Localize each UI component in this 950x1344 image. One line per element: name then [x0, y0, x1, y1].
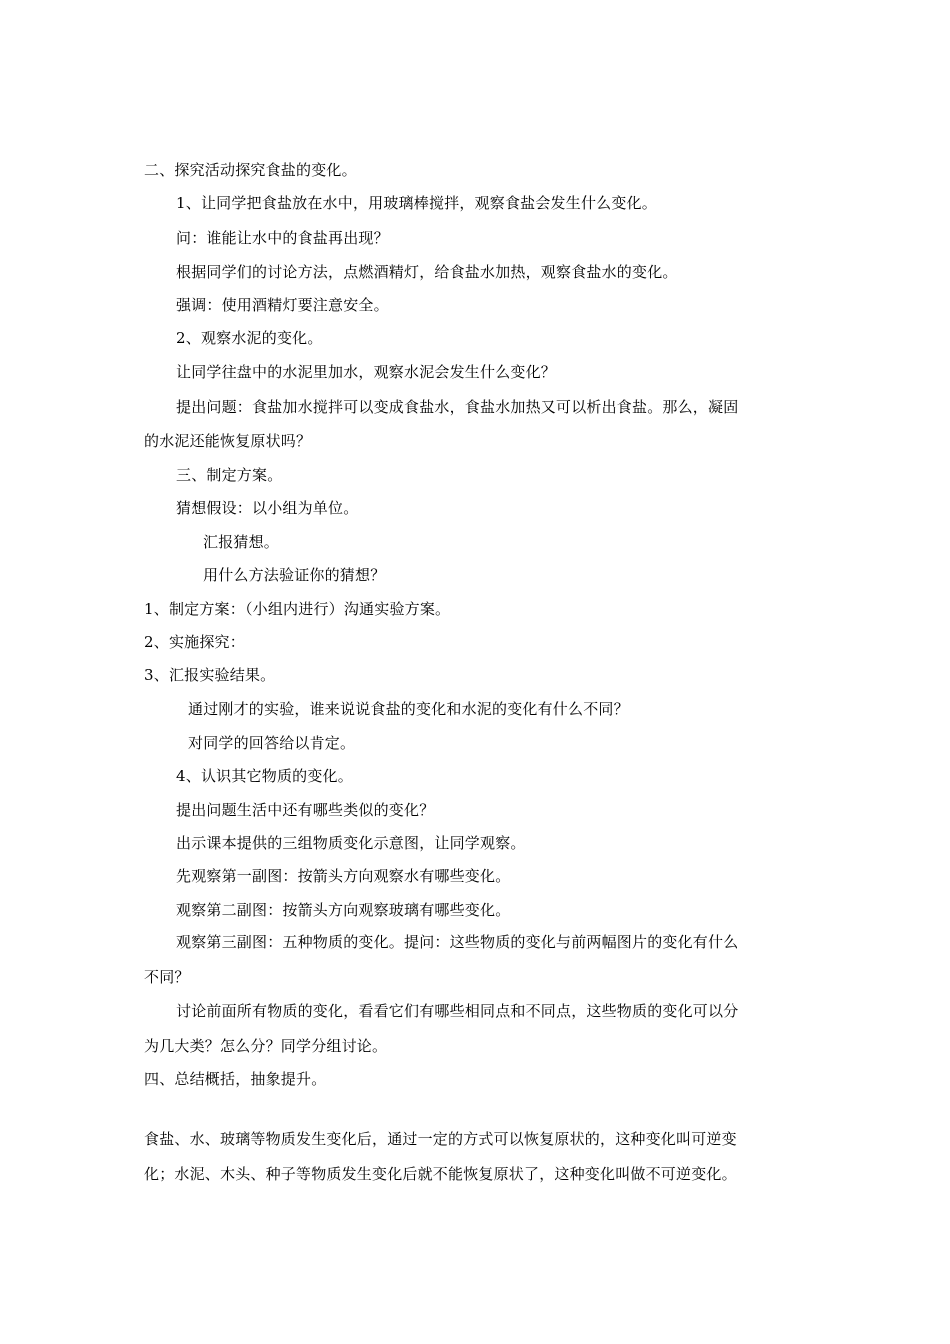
second-diagram: 观察第二副图：按箭头方向观察玻璃有哪些变化。 [176, 901, 511, 919]
affirm-answers: 对同学的回答给以肯定。 [188, 734, 356, 752]
plan-step-1: 1、制定方案：（小组内进行）沟通实验方案。 [144, 600, 451, 618]
hypothesis: 猜想假设：以小组为单位。 [176, 499, 359, 517]
heat-salt-water: 根据同学们的讨论方法，点燃酒精灯，给食盐水加热，观察食盐水的变化。 [176, 263, 678, 281]
discussion-line-2: 为几大类？怎么分？同学分组讨论。 [144, 1037, 388, 1055]
discussion-line-1: 讨论前面所有物质的变化，看看它们有哪些相同点和不同点，这些物质的变化可以分 [176, 1002, 739, 1020]
first-diagram: 先观察第一副图：按箭头方向观察水有哪些变化。 [176, 867, 511, 885]
similar-changes-question: 提出问题生活中还有哪些类似的变化？ [176, 801, 435, 819]
third-diagram-line-1: 观察第三副图：五种物质的变化。提问：这些物质的变化与前两幅图片的变化有什么 [176, 933, 739, 951]
cement-add-water: 让同学往盘中的水泥里加水，观察水泥会发生什么变化？ [176, 363, 557, 381]
plan-step-3: 3、汇报实验结果。 [144, 666, 276, 684]
step-1-salt-in-water: 1、让同学把食盐放在水中，用玻璃棒搅拌，观察食盐会发生什么变化。 [176, 194, 657, 212]
section-heading-four: 四、总结概括，抽象提升。 [144, 1070, 327, 1088]
section-heading-two: 二、探究活动探究食盐的变化。 [144, 161, 357, 179]
step-2-cement: 2、观察水泥的变化。 [176, 329, 323, 347]
report-guess: 汇报猜想。 [203, 533, 280, 551]
summary-line-1: 食盐、水、玻璃等物质发生变化后，通过一定的方式可以恢复原状的，这种变化叫可逆变 [144, 1130, 737, 1148]
compare-changes: 通过刚才的实验，谁来说说食盐的变化和水泥的变化有什么不同？ [188, 700, 629, 718]
step-4-other-substances: 4、认识其它物质的变化。 [176, 767, 353, 785]
question-salt-reappear: 问：谁能让水中的食盐再出现？ [176, 229, 389, 247]
raise-question-line-1: 提出问题：食盐加水搅拌可以变成食盐水，食盐水加热又可以析出食盐。那么，凝固 [176, 398, 739, 416]
third-diagram-line-2: 不同？ [144, 968, 190, 986]
section-heading-three: 三、制定方案。 [176, 466, 283, 484]
plan-step-2: 2、实施探究： [144, 633, 245, 651]
safety-note: 强调：使用酒精灯要注意安全。 [176, 296, 389, 314]
show-diagrams: 出示课本提供的三组物质变化示意图，让同学观察。 [176, 834, 526, 852]
raise-question-line-2: 的水泥还能恢复原状吗？ [144, 432, 312, 450]
verify-method: 用什么方法验证你的猜想？ [203, 566, 386, 584]
summary-line-2: 化；水泥、木头、种子等物质发生变化后就不能恢复原状了，这种变化叫做不可逆变化。 [144, 1165, 737, 1183]
